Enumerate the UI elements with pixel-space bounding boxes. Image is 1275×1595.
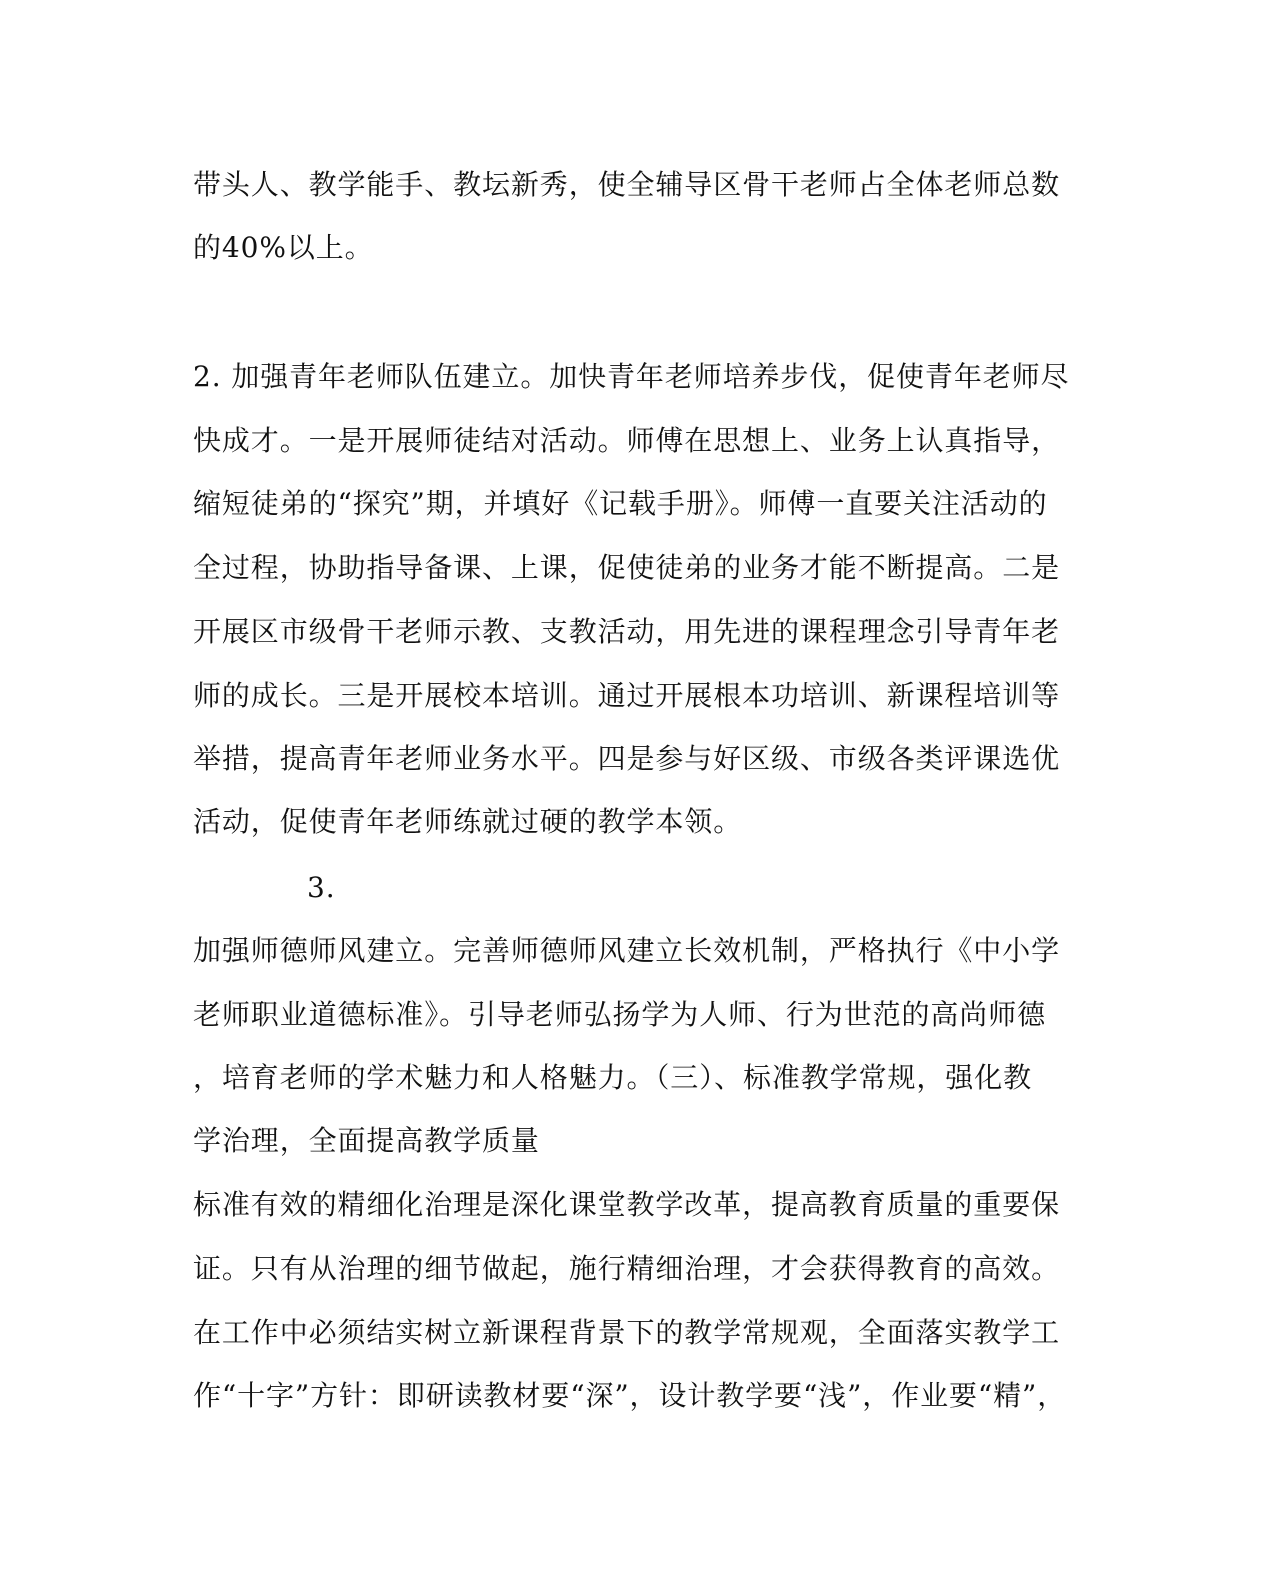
text-line: 作“十字”方针：即研读教材要“深”，设计教学要“浅”，作业要“精”， [193,1379,1067,1412]
text-line: 证。只有从治理的细节做起，施行精细治理，才会获得教育的高效。 [193,1252,1061,1285]
text-line: 学治理，全面提高教学质量 [193,1124,540,1157]
text-line: 的40%以上。 [193,231,374,264]
text-line: 快成才。一是开展师徒结对活动。师傅在思想上、业务上认真指导， [193,424,1061,457]
text-line: 师的成长。三是开展校本培训。通过开展根本功培训、新课程培训等 [193,679,1061,712]
text-line: 标准有效的精细化治理是深化课堂教学改革，提高教育质量的重要保 [193,1188,1061,1221]
text-line: 加强师德师风建立。完善师德师风建立长效机制，严格执行《中小学 [193,934,1061,967]
text-line: 活动，促使青年老师练就过硬的教学本领。 [193,805,743,838]
text-line: 缩短徒弟的“探究”期，并填好《记载手册》。师傅一直要关注活动的 [193,487,1048,520]
text-line: 在工作中必须结实树立新课程背景下的教学常规观，全面落实教学工 [193,1316,1061,1349]
text-line: 举措，提高青年老师业务水平。四是参与好区级、市级各类评课选优 [193,742,1061,775]
section-number: 3. [307,871,336,904]
text-line: 2. 加强青年老师队伍建立。加快青年老师培养步伐，促使青年老师尽 [193,360,1070,393]
text-line: 带头人、教学能手、教坛新秀，使全辅导区骨干老师占全体老师总数 [193,168,1061,201]
text-line: 全过程，协助指导备课、上课，促使徒弟的业务才能不断提高。二是 [193,551,1061,584]
text-line: 开展区市级骨干老师示教、支教活动，用先进的课程理念引导青年老 [193,615,1061,648]
text-line: 老师职业道德标准》。引导老师弘扬学为人师、行为世范的高尚师德 [193,998,1047,1031]
text-line: ，培育老师的学术魅力和人格魅力。（三）、标准教学常规，强化教 [193,1061,1033,1094]
